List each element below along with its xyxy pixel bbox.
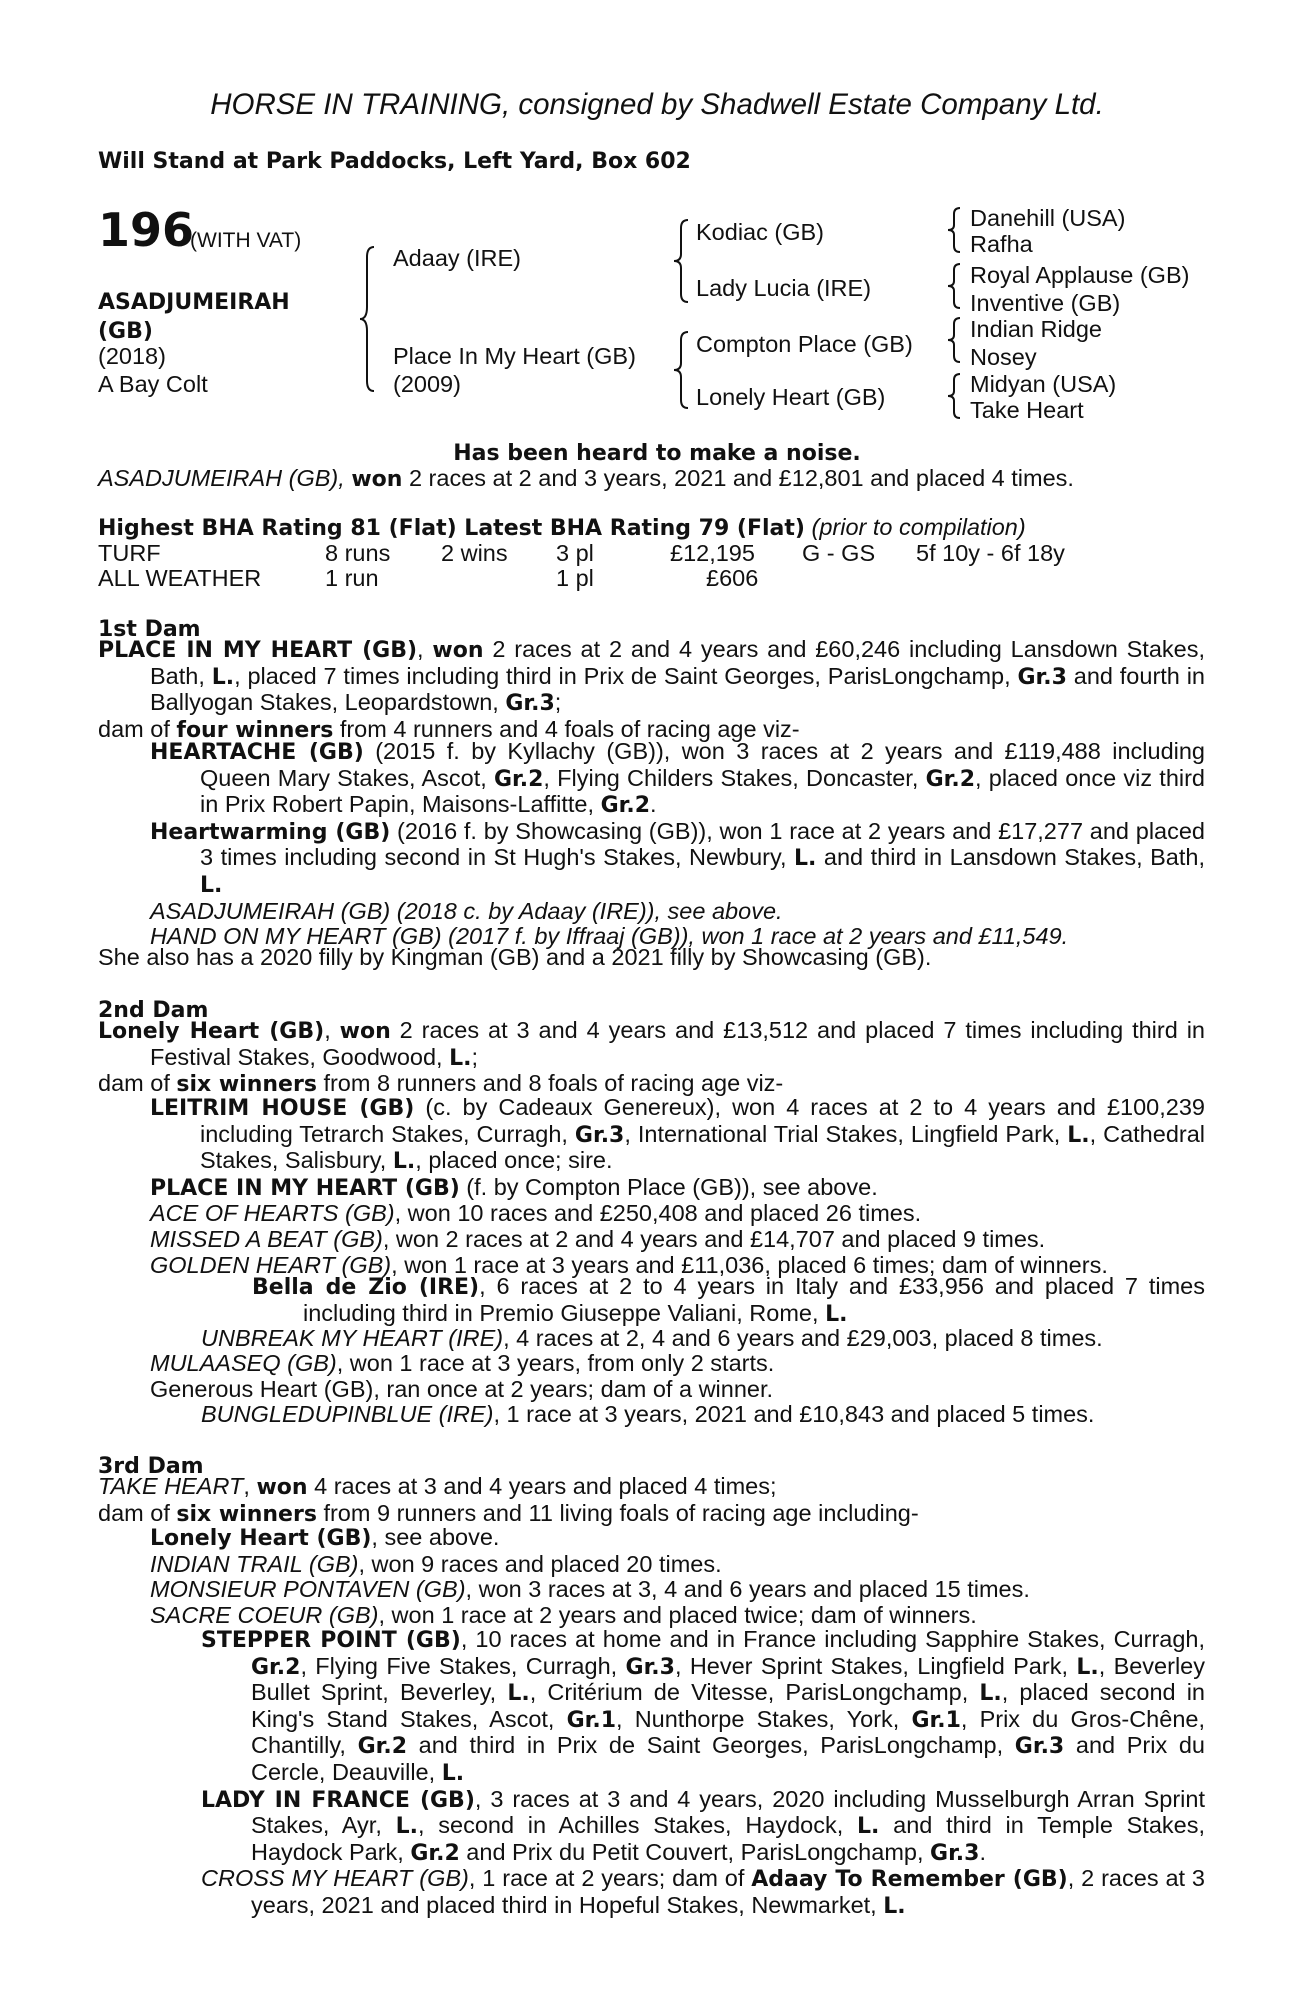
pedigree-bracket-ggs3 [950,316,970,366]
bha-rating-text: Highest BHA Rating 81 (Flat) Latest BHA Rating 79 (Flat) [98,516,805,541]
pedigree-ggs-4: Inventive (GB) [970,290,1121,316]
bha-rating-note: (prior to compilation) [811,514,1026,540]
horse-name: ASADJUMEIRAH [98,290,290,315]
dam2-progeny-4: MISSED A BEAT (GB), won 2 races at 2 and 4 years and £14,707 and placed 9 times. [150,1225,1046,1252]
bha-rating [98,516,1026,540]
pedigree-dam-sire: Compton Place (GB) [696,331,913,357]
dam1-progeny-3: ASADJUMEIRAH (GB) (2018 c. by Adaay (IRE)), see above. [150,897,783,924]
pedigree-ggs-2: Rafha [970,231,1033,257]
horse-year: (2018) [98,343,166,369]
pedigree-dam-year: (2009) [393,371,461,397]
dam1-progeny-4: HAND ON MY HEART (GB) (2017 f. by Iffraaj (GB)), won 1 race at 2 years and £11,549. [150,923,1069,950]
dam2-section [98,1018,1205,1098]
dam1-progeny-2: Heartwarming (GB) (2016 f. by Showcasing (GB)), won 1 race at 2 years and £17,277 and placed 3 times including second in St Hugh's Stakes, Newbury, L. and third in Lansdown Stakes, Bath, L. [150,817,1205,898]
lot-number: 196 [98,203,195,257]
dam1-also: She also has a 2020 filly by Kingman (GB) and a 2021 filly by Showcasing (GB). [98,944,932,970]
pedigree-ggs-7: Midyan (USA) [970,371,1117,397]
dam2-heading: 2nd Dam [98,998,209,1023]
record-aw-surface: ALL WEATHER [98,565,262,591]
dam3-grandprogeny [201,1627,1205,1920]
record-aw-prize: £606 [706,565,759,591]
dam3-grandprogeny-3: CROSS MY HEART (GB), 1 race at 2 years; dam of Adaay To Remember (GB), 2 races at 3 years, 2021 and placed third in Hopeful Stakes, Newmarket, L. [201,1865,1206,1919]
record-turf-surface: TURF [98,540,161,566]
pedigree-ggs-5: Indian Ridge [970,316,1102,342]
record-turf-placed: 3 pl [556,540,594,566]
pedigree-sire-sire: Kodiac (GB) [696,219,824,245]
dam1-record: PLACE IN MY HEART (GB), won 2 races at 2 and 4 years and £60,246 including Lansdown Stakes, Bath, L., placed 7 times including third in Prix de Saint Georges, ParisLongchamp, Gr.3 and fourth in Ballyogan Stakes, Leopardstown, Gr.3; [98,636,1205,717]
dam2-progeny-6: MULAASEQ (GB), won 1 race at 3 years, from only 2 starts. [150,1350,775,1376]
summary-name: ASADJUMEIRAH (GB), [98,465,345,491]
pedigree-ggs-3: Royal Applause (GB) [970,262,1190,288]
summary-won: won [351,467,403,492]
dam2-grandprogeny-2: UNBREAK MY HEART (IRE), 4 races at 2, 4 and 6 years and £29,003, placed 8 times. [201,1325,1103,1351]
pedigree-bracket-gen1 [364,245,384,395]
dam1-section [98,637,1205,743]
dam3-heading: 3rd Dam [98,1454,204,1479]
dam2-grandprogeny-3: BUNGLEDUPINBLUE (IRE), 1 race at 3 years, 2021 and £10,843 and placed 5 times. [201,1401,1095,1427]
dam3-section [98,1474,1205,1527]
horse-description: A Bay Colt [98,371,208,397]
pedigree-bracket-ggs1 [950,206,970,256]
pedigree-bracket-ggs4 [950,372,970,422]
summary-rest: 2 races at 2 and 3 years, 2021 and £12,801 and placed 4 times. [402,465,1074,491]
pedigree-bracket-dam [678,330,698,410]
dam3-progeny-1: Lonely Heart (GB), see above. [150,1524,500,1551]
dam3-record: TAKE HEART, won 4 races at 3 and 4 years and placed 4 times; [98,1473,777,1500]
dam2-record: Lonely Heart (GB), won 2 races at 3 and 4 years and £13,512 and placed 7 times including third in Festival Stakes, Goodwood, L.; [98,1017,1205,1071]
dam2-progeny-2: PLACE IN MY HEART (GB) (f. by Compton Place (GB)), see above. [150,1173,878,1201]
pedigree-sire: Adaay (IRE) [393,245,521,271]
dam2-grandprogeny-1: Bella de Zio (IRE), 6 races at 2 to 4 years in Italy and £33,956 and placed 7 times including third in Premio Giuseppe Valiani, Rome, L. [252,1273,1205,1327]
dam3-progeny-2: INDIAN TRAIL (GB), won 9 races and placed 20 times. [150,1550,722,1577]
dam3-grandprogeny-1: STEPPER POINT (GB), 10 races at home and in France including Sapphire Stakes, Curragh, Gr.2, Flying Five Stakes, Curragh, Gr.3, Hever Sprint Stakes, Lingfield Park, L., Beverley Bullet Sprint, Beverley, L., Critérium de Vitesse, ParisLongchamp, L., placed second in King's Stand Stakes, Ascot, Gr.1, Nunthorpe Stakes, York, Gr.1, Prix du Gros-Chêne, Chantilly, Gr.2 and third in Prix de Saint Georges, ParisLongchamp, Gr.3 and Prix du Cercle, Deauville, L. [201,1626,1206,1786]
pedigree-bracket-sire [678,218,698,304]
pedigree-bracket-ggs2 [950,262,970,312]
record-turf-wins: 2 wins [441,540,508,566]
dam3-progeny-4: SACRE COEUR (GB), won 1 race at 2 years and placed twice; dam of winners. [150,1601,977,1628]
dam3-grandprogeny-2: LADY IN FRANCE (GB), 3 races at 3 and 4 years, 2020 including Musselburgh Arran Sprint Stakes, Ayr, L., second in Achilles Stakes, Haydock, L. and third in Temple Stakes, Haydock Park, Gr.2 and Prix du Petit Couvert, ParisLongchamp, Gr.3. [201,1785,1205,1866]
pedigree-ggs-8: Take Heart [970,397,1084,423]
dam2-progeny-5: GOLDEN HEART (GB), won 1 race at 3 years and £11,036, placed 6 times; dam of winners. [150,1251,1108,1278]
pedigree-dam-dam: Lonely Heart (GB) [696,384,886,410]
record-turf-prize: £12,195 [670,540,755,566]
dam2-dam-of: dam of six winners from 8 runners and 8 foals of racing age viz- [98,1070,784,1098]
record-turf-distance: 5f 10y - 6f 18y [916,540,1065,566]
pedigree-dam: Place In My Heart (GB) [393,343,636,369]
dam1-progeny-1: HEARTACHE (GB) (2015 f. by Kyllachy (GB)), won 3 races at 2 years and £119,488 including Queen Mary Stakes, Ascot, Gr.2, Flying Childers Stakes, Doncaster, Gr.2, placed once viz third in Prix Robert Papin, Maisons-Laffitte, Gr.2. [150,738,1206,819]
record-turf-runs: 8 runs [325,540,391,566]
catalogue-title: HORSE IN TRAINING, consigned by Shadwell Estate Company Ltd. [210,88,1104,121]
dam2-progeny-7: Generous Heart (GB), ran once at 2 years; dam of a winner. [150,1375,774,1402]
race-summary [98,467,1074,491]
notice: Has been heard to make a noise. [453,441,861,466]
pedigree-ggs-6: Nosey [970,344,1037,370]
record-aw-placed: 1 pl [556,565,594,591]
dam1-heading: 1st Dam [98,617,201,642]
dam3-progeny-3: MONSIEUR PONTAVEN (GB), won 3 races at 3, 4 and 6 years and placed 15 times. [150,1576,1030,1603]
dam2-progeny-1: LEITRIM HOUSE (GB) (c. by Cadeaux Genereux), won 4 races at 2 to 4 years and £100,239 including Tetrarch Stakes, Curragh, Gr.3, International Trial Stakes, Lingfield Park, L., Cathedral Stakes, Salisbury, L., placed once; sire. [150,1094,1206,1175]
dam1-dam-of: dam of four winners from 4 runners and 4 foals of racing age viz- [98,715,800,743]
record-aw-runs: 1 run [325,565,379,591]
stand-location: Will Stand at Park Paddocks, Left Yard, Box 602 [98,149,691,174]
pedigree-sire-dam: Lady Lucia (IRE) [696,275,872,301]
dam3-dam-of: dam of six winners from 9 runners and 11 living foals of racing age including- [98,1499,919,1527]
horse-country: (GB) [98,319,153,344]
dam2-progeny-3: ACE OF HEARTS (GB), won 10 races and £250,408 and placed 26 times. [150,1200,922,1227]
pedigree-ggs-1: Danehill (USA) [970,205,1126,231]
dam3-progeny [150,1525,1205,1628]
dam1-progeny [150,739,1205,950]
record-turf-going: G - GS [802,540,876,566]
dam2-progeny [150,1095,1205,1278]
dam2-progeny-late [150,1351,1205,1402]
vat-note: (WITH VAT) [190,229,302,252]
